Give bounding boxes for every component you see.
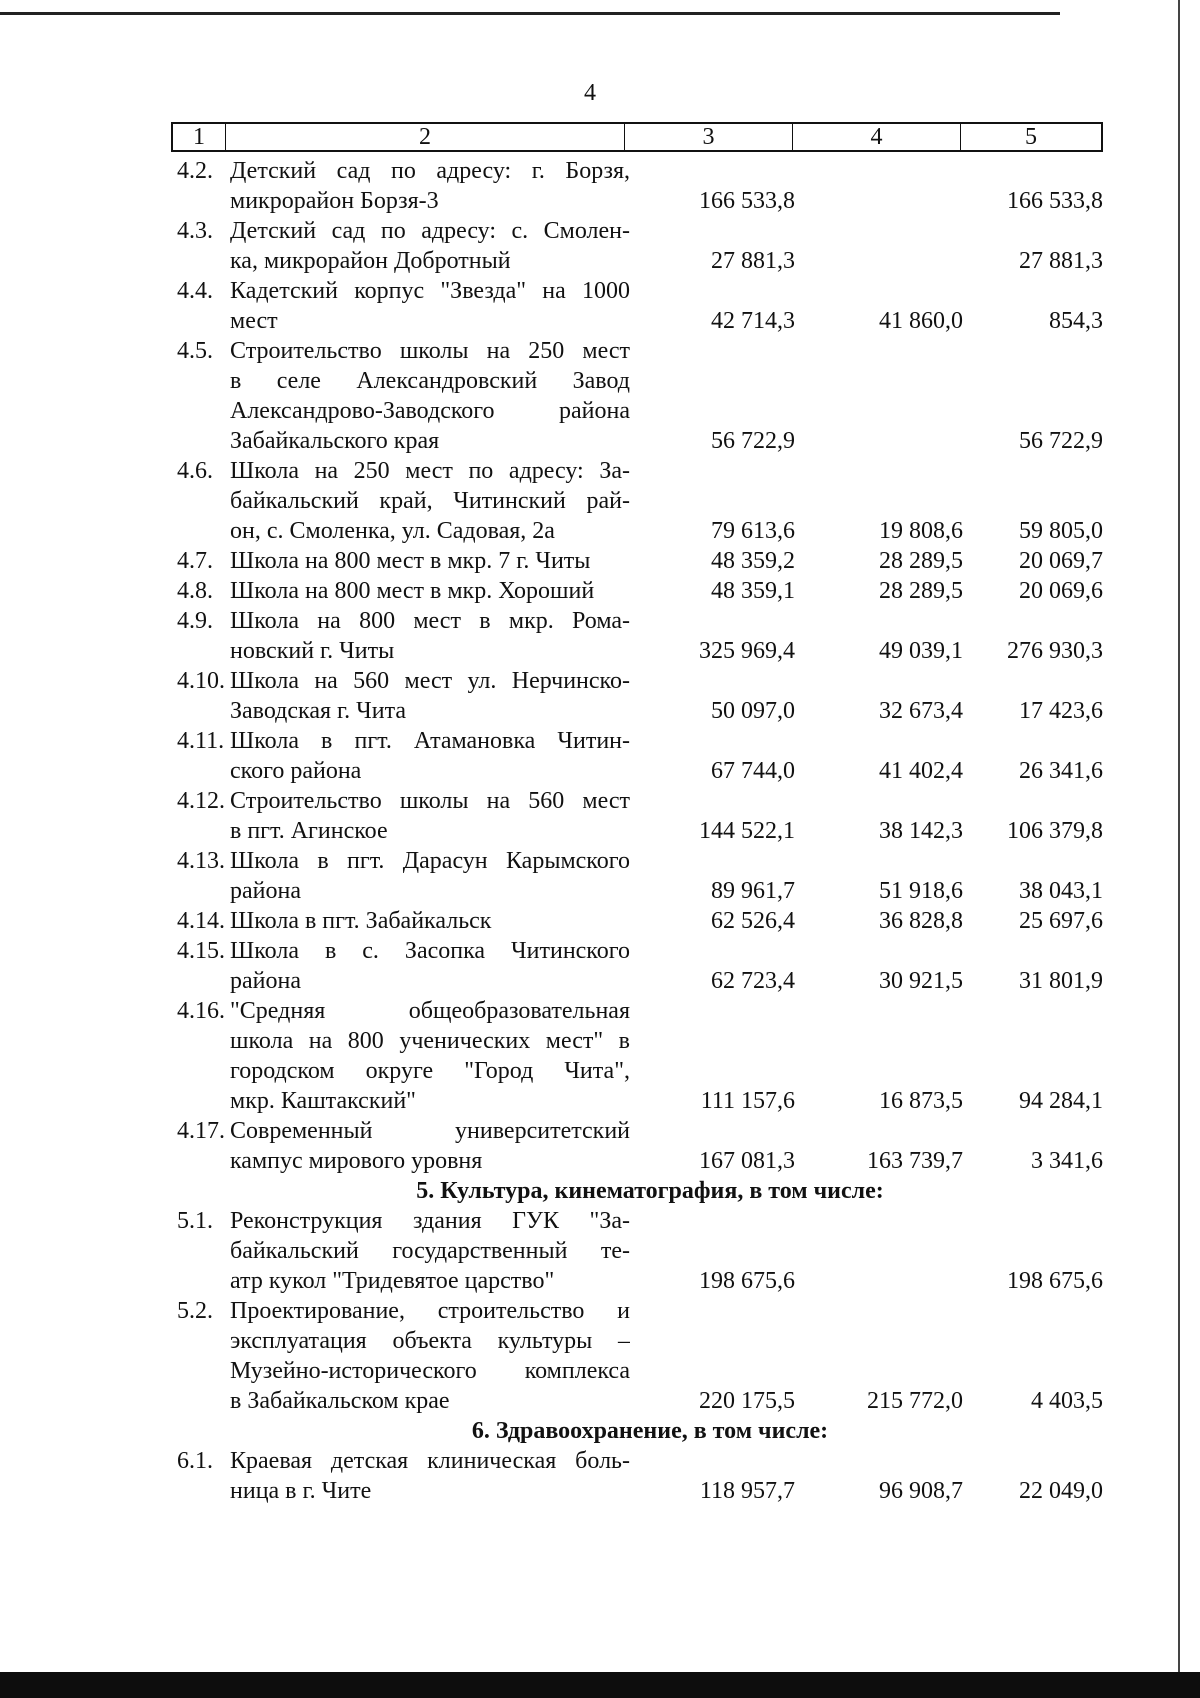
- table-header: [171, 122, 1103, 152]
- value-column-4: 41 860,0: [879, 308, 963, 334]
- table-row: [0, 996, 1200, 1116]
- description-line: Школа в пгт. Дарасун Карымского: [230, 848, 630, 874]
- description-line: мест: [230, 308, 278, 334]
- table-row: [0, 726, 1200, 786]
- value-column-4: 32 673,4: [879, 698, 963, 724]
- table-row: [0, 1446, 1200, 1506]
- description-line: Школа на 560 мест ул. Нерчинско-: [230, 668, 630, 694]
- header-cell-5: 5: [1025, 123, 1037, 150]
- row-number: 4.17.: [177, 1118, 225, 1144]
- description-line: ница в г. Чите: [230, 1478, 372, 1504]
- row-description: [230, 906, 630, 936]
- table-row: [0, 906, 1200, 936]
- description-line: Школа на 800 мест в мкр. 7 г. Читы: [230, 548, 591, 574]
- value-column-3: 79 613,6: [711, 518, 795, 544]
- description-line: Краевая детская клиническая боль-: [230, 1448, 630, 1474]
- row-number: 4.3.: [177, 218, 213, 244]
- description-line: байкальский государственный те-: [230, 1238, 630, 1264]
- description-line: Современный университетский: [230, 1118, 630, 1144]
- description-line: Реконструкция здания ГУК "За-: [230, 1208, 630, 1234]
- description-line: эксплуатация объекта культуры –: [230, 1328, 630, 1354]
- value-column-3: 111 157,6: [700, 1088, 795, 1114]
- value-column-3: 27 881,3: [711, 248, 795, 274]
- value-column-5: 59 805,0: [1019, 518, 1103, 544]
- row-number: 6.1.: [177, 1448, 213, 1474]
- table-row: [0, 336, 1200, 456]
- value-column-5: 26 341,6: [1019, 758, 1103, 784]
- row-number: 4.6.: [177, 458, 213, 484]
- description-line: байкальский край, Читинский рай-: [230, 488, 630, 514]
- table-row: [0, 936, 1200, 996]
- row-number: 4.5.: [177, 338, 213, 364]
- value-column-5: 198 675,6: [1007, 1268, 1103, 1294]
- row-description: [230, 456, 630, 546]
- value-column-4: 36 828,8: [879, 908, 963, 934]
- value-column-3: 67 744,0: [711, 758, 795, 784]
- value-column-3: 325 969,4: [699, 638, 795, 664]
- table-row: [0, 786, 1200, 846]
- value-column-4: 163 739,7: [867, 1148, 963, 1174]
- description-line: Кадетский корпус "Звезда" на 1000: [230, 278, 630, 304]
- table-row: [0, 666, 1200, 726]
- table-row: [0, 456, 1200, 546]
- value-column-3: 220 175,5: [699, 1388, 795, 1414]
- value-column-5: 3 341,6: [1031, 1148, 1103, 1174]
- row-number: 4.10.: [177, 668, 225, 694]
- row-number: 4.12.: [177, 788, 225, 814]
- header-cell-1: 1: [173, 124, 226, 150]
- description-line: Забайкальского края: [230, 428, 440, 454]
- description-line: Строительство школы на 560 мест: [230, 788, 630, 814]
- row-description: [230, 666, 630, 726]
- description-line: атр кукол "Тридевятое царство": [230, 1268, 555, 1294]
- value-column-4: 28 289,5: [879, 578, 963, 604]
- table-row: [0, 606, 1200, 666]
- row-number: 4.14.: [177, 908, 225, 934]
- table-row: [0, 216, 1200, 276]
- description-line: ка, микрорайон Добротный: [230, 248, 511, 274]
- value-column-5: 4 403,5: [1031, 1388, 1103, 1414]
- description-line: новский г. Читы: [230, 638, 395, 664]
- table-row: [0, 1116, 1200, 1176]
- description-line: Заводская г. Чита: [230, 698, 407, 724]
- description-line: Школа в пгт. Атамановка Читин-: [230, 728, 630, 754]
- row-description: [230, 1116, 630, 1176]
- value-column-3: 56 722,9: [711, 428, 795, 454]
- description-line: района: [230, 968, 301, 994]
- value-column-4: 41 402,4: [879, 758, 963, 784]
- row-number: 5.2.: [177, 1298, 213, 1324]
- value-column-5: 166 533,8: [1007, 188, 1103, 214]
- value-column-5: 56 722,9: [1019, 428, 1103, 454]
- row-number: 5.1.: [177, 1208, 213, 1234]
- description-line: Школа в пгт. Забайкальск: [230, 908, 492, 934]
- row-description: [230, 216, 630, 276]
- row-description: [230, 576, 630, 606]
- section-heading: 6. Здравоохранение, в том числе:: [471, 1418, 829, 1444]
- row-description: [230, 936, 630, 996]
- value-column-5: 94 284,1: [1019, 1088, 1103, 1114]
- row-description: [230, 846, 630, 906]
- value-column-3: 118 957,7: [699, 1478, 795, 1504]
- row-description: [230, 1446, 630, 1506]
- table-row: [0, 846, 1200, 906]
- value-column-3: 62 723,4: [711, 968, 795, 994]
- value-column-5: 31 801,9: [1019, 968, 1103, 994]
- description-line: он, с. Смоленка, ул. Садовая, 2а: [230, 518, 555, 544]
- row-number: 4.4.: [177, 278, 213, 304]
- header-cell-4: 4: [793, 124, 961, 150]
- row-number: 4.8.: [177, 578, 213, 604]
- value-column-4: 30 921,5: [879, 968, 963, 994]
- description-line: Детский сад по адресу: г. Борзя,: [230, 158, 630, 184]
- value-column-4: 28 289,5: [879, 548, 963, 574]
- description-line: в Забайкальском крае: [230, 1388, 450, 1414]
- description-line: "Средняя общеобразовательная: [230, 998, 630, 1024]
- row-description: [230, 156, 630, 216]
- description-line: ского района: [230, 758, 362, 784]
- value-column-3: 198 675,6: [699, 1268, 795, 1294]
- row-number: 4.9.: [177, 608, 213, 634]
- description-line: в пгт. Агинское: [230, 818, 388, 844]
- section-heading: 5. Культура, кинематография, в том числе:: [416, 1178, 884, 1204]
- row-number: 4.16.: [177, 998, 225, 1024]
- description-line: Строительство школы на 250 мест: [230, 338, 630, 364]
- description-line: городском округе "Город Чита",: [230, 1058, 630, 1084]
- table-row: [0, 546, 1200, 576]
- description-line: Музейно-исторического комплекса: [230, 1358, 630, 1384]
- description-line: Александрово-Заводского района: [230, 398, 630, 424]
- value-column-5: 854,3: [1049, 308, 1103, 334]
- value-column-3: 42 714,3: [711, 308, 795, 334]
- value-column-3: 144 522,1: [699, 818, 795, 844]
- table-row: [0, 276, 1200, 336]
- description-line: Школа в с. Засопка Читинского: [230, 938, 630, 964]
- value-column-5: 20 069,6: [1019, 578, 1103, 604]
- description-line: Школа на 800 мест в мкр. Рома-: [230, 608, 630, 634]
- value-column-4: 51 918,6: [879, 878, 963, 904]
- value-column-4: 49 039,1: [879, 638, 963, 664]
- row-description: [230, 546, 630, 576]
- description-line: Проектирование, строительство и: [230, 1298, 630, 1324]
- value-column-4: 215 772,0: [867, 1388, 963, 1414]
- value-column-4: 19 808,6: [879, 518, 963, 544]
- description-line: кампус мирового уровня: [230, 1148, 483, 1174]
- value-column-5: 25 697,6: [1019, 908, 1103, 934]
- value-column-3: 50 097,0: [711, 698, 795, 724]
- description-line: Детский сад по адресу: с. Смолен-: [230, 218, 630, 244]
- row-number: 4.13.: [177, 848, 225, 874]
- row-description: [230, 996, 630, 1116]
- value-column-3: 48 359,1: [711, 578, 795, 604]
- value-column-5: 38 043,1: [1019, 878, 1103, 904]
- row-number: 4.2.: [177, 158, 213, 184]
- row-description: [230, 726, 630, 786]
- row-description: [230, 1296, 630, 1416]
- description-line: школа на 800 ученических мест" в: [230, 1028, 630, 1054]
- row-description: [230, 336, 630, 456]
- value-column-3: 167 081,3: [699, 1148, 795, 1174]
- description-line: микрорайон Борзя-3: [230, 188, 439, 214]
- value-column-3: 48 359,2: [711, 548, 795, 574]
- value-column-3: 89 961,7: [711, 878, 795, 904]
- description-line: района: [230, 878, 301, 904]
- description-line: мкр. Каштакский": [230, 1088, 416, 1114]
- value-column-4: 38 142,3: [879, 818, 963, 844]
- scan-edge-top: [0, 12, 1060, 15]
- value-column-4: 96 908,7: [879, 1478, 963, 1504]
- description-line: Школа на 800 мест в мкр. Хороший: [230, 578, 595, 604]
- description-line: Школа на 250 мест по адресу: За-: [230, 458, 630, 484]
- value-column-5: 20 069,7: [1019, 548, 1103, 574]
- table-row: [0, 1206, 1200, 1296]
- scan-edge-bottom: [0, 1672, 1200, 1698]
- value-column-5: 106 379,8: [1007, 818, 1103, 844]
- value-column-5: 276 930,3: [1007, 638, 1103, 664]
- row-description: [230, 786, 630, 846]
- row-number: 4.15.: [177, 938, 225, 964]
- row-description: [230, 1206, 630, 1296]
- row-description: [230, 276, 630, 336]
- value-column-5: 17 423,6: [1019, 698, 1103, 724]
- value-column-3: 166 533,8: [699, 188, 795, 214]
- value-column-4: 16 873,5: [879, 1088, 963, 1114]
- table-row: [0, 1296, 1200, 1416]
- row-number: 4.7.: [177, 548, 213, 574]
- description-line: в селе Александровский Завод: [230, 368, 630, 394]
- value-column-3: 62 526,4: [711, 908, 795, 934]
- header-cell-3: 3: [625, 124, 793, 150]
- value-column-5: 22 049,0: [1019, 1478, 1103, 1504]
- value-column-5: 27 881,3: [1019, 248, 1103, 274]
- table-row: [0, 576, 1200, 606]
- table-row: [0, 156, 1200, 216]
- header-cell-2: 2: [226, 124, 625, 150]
- row-number: 4.11.: [177, 728, 225, 754]
- page-number: 4: [584, 80, 596, 106]
- row-description: [230, 606, 630, 666]
